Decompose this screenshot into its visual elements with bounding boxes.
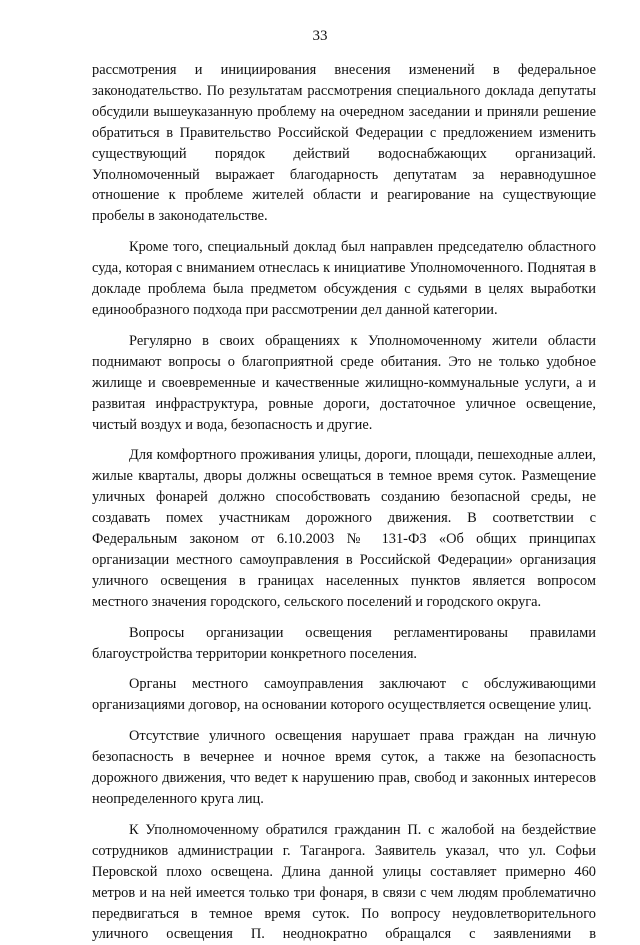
paragraph-5: Вопросы организации освещения регламентированы правилами благоустройства территории конкретного поселения. [92, 624, 596, 662]
paragraph-2: Кроме того, специальный доклад был направлен председателю областного суда, которая с вниманием отнеслась к инициативе Уполномоченного. Поднятая в докладе проблема была предметом обсуждения с судьями в целях выработки единообразного подхода при рассмотрении дел данной категории. [92, 239, 596, 318]
paragraph-4: Для комфортного проживания улицы, дороги, площади, пешеходные аллеи, жилые кварталы, дворы должны освещаться в темное время суток. Размещение уличных фонарей должно способствовать созданию безопасной среды, не создавать помех участникам дорожного движения. В соответствии с Федеральным законом от 6.10.2003 № 131-ФЗ «Об общих принципах организации местного самоуправления в Российской Федерации» организация уличного освещения в границах населенных пунктов является вопросом местного значения городского, сельского поселений и городского округа. [92, 447, 596, 610]
page-number: 33 [312, 28, 328, 44]
paragraph-6: Органы местного самоуправления заключают с обслуживающими организациями договор, на основании которого осуществляется освещение улиц. [92, 676, 596, 714]
paragraph-7: Отсутствие уличного освещения нарушает права граждан на личную безопасность в вечернее и ночное время суток, а также на безопасность дорожного движения, что ведет к нарушению прав, свобод и законных интересов неопределенного круга лиц. [92, 728, 596, 807]
paragraph-1: рассмотрения и инициирования внесения изменений в федеральное законодательство. По результатам рассмотрения специального доклада депутаты обсудили вышеуказанную проблему на очередном заседании и приняли решение обратиться в Правительство Российской Федерации с предложением изменить существующий порядок действий водоснабжающих организаций. Уполномоченный выражает благодарность депутатам за неравнодушное отношение к проблеме жителей области и реагирование на существующие пробелы в законодательстве. [92, 62, 596, 225]
body-text [92, 60, 596, 945]
paragraph-3: Регулярно в своих обращениях к Уполномоченному жители области поднимают вопросы о благоприятной среде обитания. Это не только удобное жилище и своевременные и качественные жилищно-коммунальные услуги, а и развитая инфраструктура, ровные дороги, достаточное уличное освещение, чистый воздух и вода, безопасность и другие. [92, 332, 596, 433]
paragraph-8: К Уполномоченному обратился гражданин П. с жалобой на бездействие сотрудников администрации г. Таганрога. Заявитель указал, что ул. Софьи Перовской плохо освещена. Длина данной улицы составляет примерно 460 метров и на ней имеется только три фонаря, в связи с чем людям проблематично передвигаться в темное время суток. По вопросу неудовлетворительного уличного освещения П. неоднократно обращался с заявлениями в [92, 821, 596, 943]
